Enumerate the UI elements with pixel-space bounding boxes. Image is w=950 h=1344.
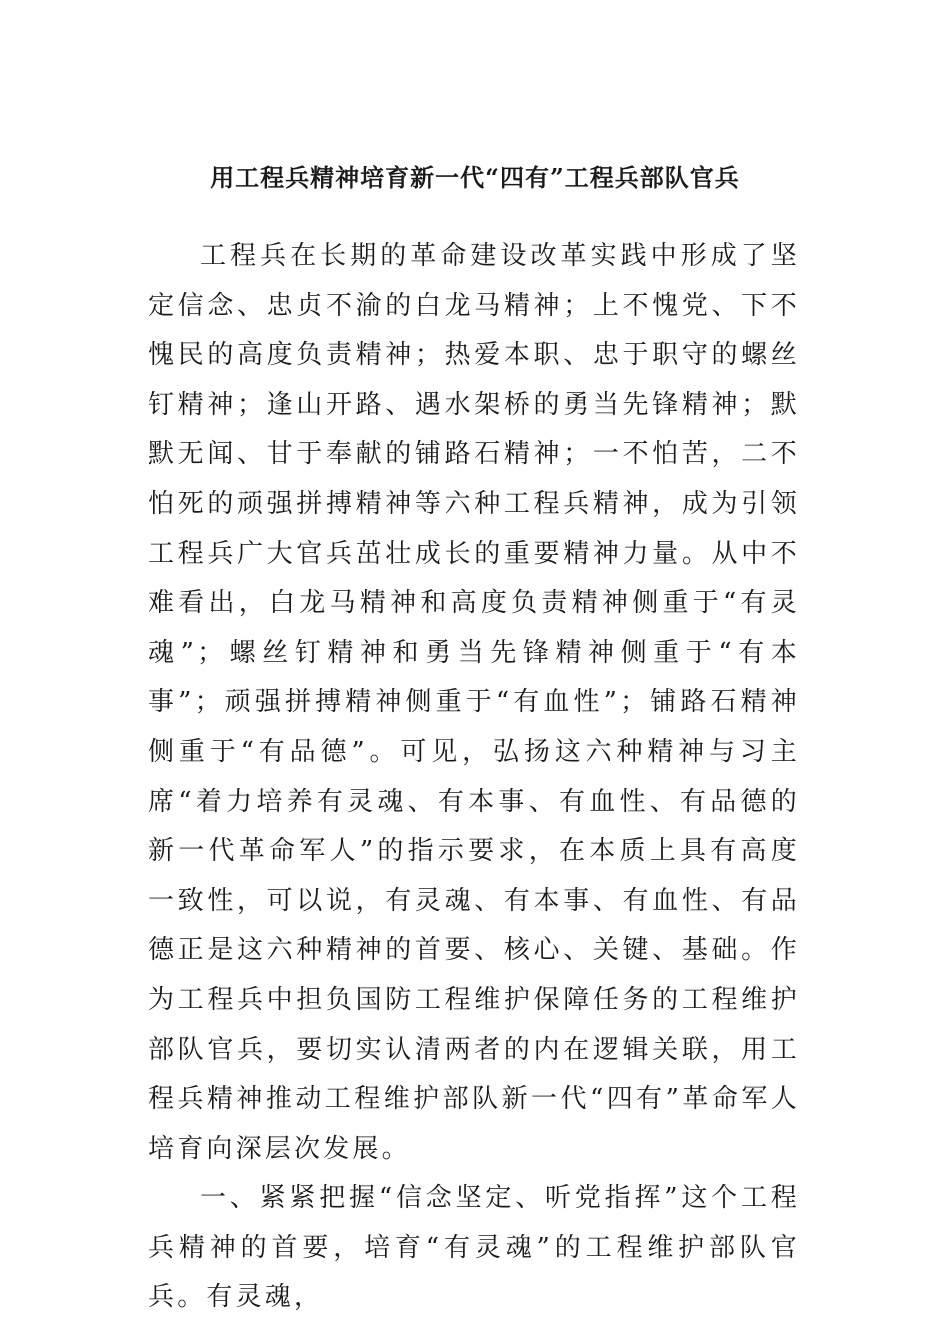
- paragraph-intro: 工程兵在长期的革命建设改革实践中形成了坚定信念、忠贞不渝的白龙马精神；上不愧党、下不愧民的高度负责精神；热爱本职、忠于职守的螺丝钉精神；逢山开路、遇水架桥的勇当先锋精神；默默无闻、甘于奉献的铺路石精神；一不怕苦，二不怕死的顽强拼搏精神等六种工程兵精神，成为引领工程兵广大官兵茁壮成长的重要精神力量。从中不难看出，白龙马精神和高度负责精神侧重于“有灵魂”；螺丝钉精神和勇当先锋精神侧重于“有本事”；顽强拼搏精神侧重于“有血性”；铺路石精神侧重于“有品德”。可见，弘扬这六种精神与习主席“着力培养有灵魂、有本事、有血性、有品德的新一代革命军人”的指示要求，在本质上具有高度一致性，可以说，有灵魂、有本事、有血性、有品德正是这六种精神的首要、核心、关键、基础。作为工程兵中担负国防工程维护保障任务的工程维护部队官兵，要切实认清两者的内在逻辑关联，用工程兵精神推动工程维护部队新一代“四有”革命军人培育向深层次发展。: [148, 241, 800, 1164]
- document-body: [148, 232, 800, 1323]
- document-title: 用工程兵精神培育新一代“四有”工程兵部队官兵: [210, 163, 740, 192]
- paragraph-section-one: 一、紧紧把握“信念坚定、听党指挥”这个工程兵精神的首要，培育“有灵魂”的工程维护部队官兵。有灵魂，: [148, 1183, 800, 1313]
